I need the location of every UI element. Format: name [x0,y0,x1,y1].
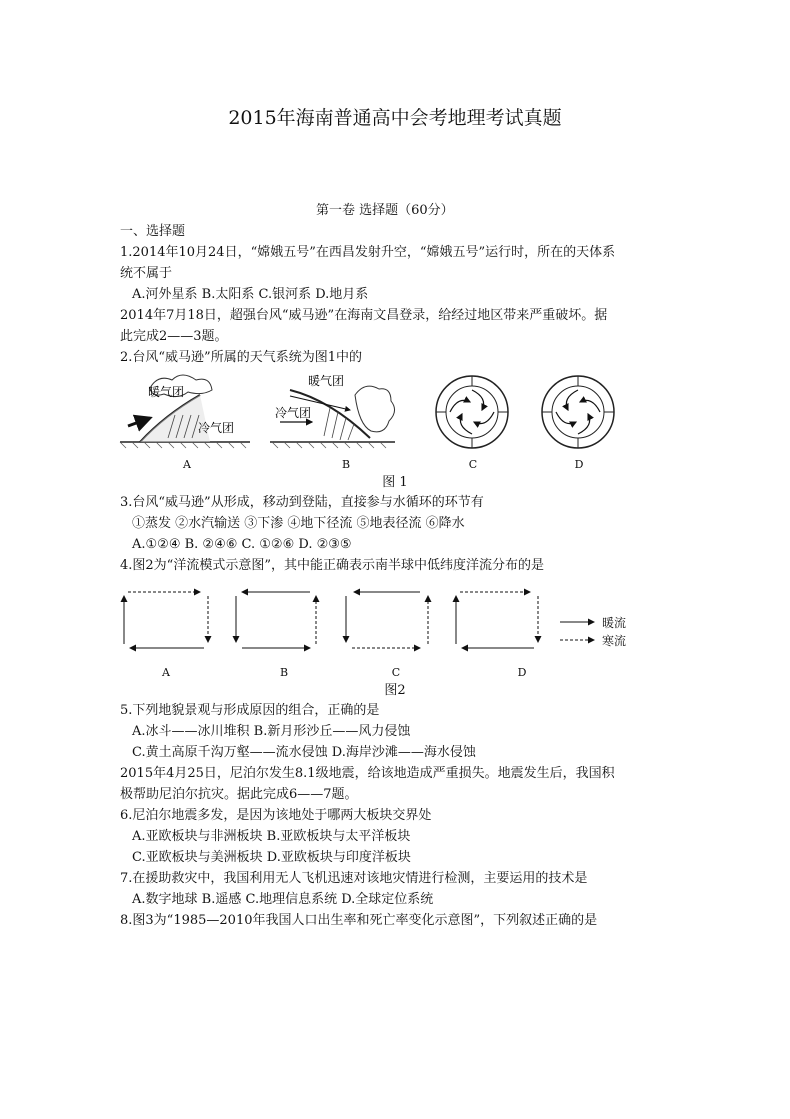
q5-options-row1: A.冰斗——冰川堆积 B.新月形沙丘——风力侵蚀 [132,724,411,739]
q6-stem: 6.尼泊尔地震多发，是因为该地处于哪两大板块交界处 [120,808,432,823]
fig1-panel-b [270,373,395,448]
fig1-b-cold-label: 冷气团 [275,406,312,420]
fig2-letter-a: A [162,666,170,679]
section-title: 第一卷 选择题（60分） [316,203,454,218]
material2-line1: 2015年4月25日，尼泊尔发生8.1级地震，给该地造成严重损失。地震发生后，我国积 [120,766,615,781]
q6-options-row2: C.亚欧板块与美洲板块 D.亚欧板块与印度洋板块 [132,850,411,865]
fig1-letter-b: B [341,458,351,471]
fig2-letter-b: B [279,666,289,679]
fig1-letter-a: A [183,458,191,471]
fig1-a-warm-label: 暖气团 [148,385,185,399]
q7-options: A.数字地球 B.遥感 C.地理信息系统 D.全球定位系统 [132,892,434,907]
q3-stem: 3.台风“威马逊”从形成，移动到登陆，直接参与水循环的环节有 [120,495,484,510]
fig2-legend-warm: 暖流 [602,616,627,630]
q3-items: ①蒸发 ②水汽输送 ③下渗 ④地下径流 ⑤地表径流 ⑥降水 [132,516,465,531]
material1-line2: 此完成2——3题。 [120,329,228,344]
q3-options: A.①②④ B. ②④⑥ C. ①②⑥ D. ②③⑤ [132,537,352,552]
exam-title: 2015年海南普通高中会考地理考试真题 [228,107,562,129]
figure1-diagram [0,370,790,490]
q6-options-row1: A.亚欧板块与非洲板块 B.亚欧板块与太平洋板块 [132,829,411,844]
fig1-letter-d: D [574,458,584,471]
fig1-caption: 图 1 [382,475,408,490]
q1-options: A.河外星系 B.太阳系 C.银河系 D.地月系 [132,287,369,302]
q1-stem-line1: 1.2014年10月24日，“嫦娥五号”在西昌发射升空，“嫦娥五号”运行时，所在的天体系 [120,245,616,260]
q5-options-row2: C.黄土高原千沟万壑——流水侵蚀 D.海岸沙滩——海水侵蚀 [132,745,476,760]
material1-line1: 2014年7月18日，超强台风“威马逊”在海南文昌登录，给经过地区带来严重破坏。据 [120,308,608,323]
fig1-panel-c [436,376,508,448]
fig2-letter-c: C [391,666,401,679]
fig2-panel-d [456,592,538,648]
fig2-panel-c [346,592,428,648]
q7-stem: 7.在援助救灾中，我国利用无人飞机迅速对该地灾情进行检测，主要运用的技术是 [120,871,588,886]
fig2-letter-d: D [517,666,527,679]
part-one-heading: 一、选择题 [120,224,186,239]
fig2-legend [560,622,594,640]
fig1-panel-d [542,376,614,448]
fig1-letter-c: C [468,458,478,471]
q2-stem: 2.台风“威马逊”所属的天气系统为图1中的 [120,350,362,365]
q8-stem: 8.图3为“1985—2010年我国人口出生率和死亡率变化示意图”，下列叙述正确的是 [120,913,598,928]
q1-stem-line2: 统不属于 [120,266,173,281]
fig1-panel-a [120,375,250,448]
figure2-diagram [0,582,790,672]
fig2-caption: 图2 [384,683,406,698]
fig1-a-cold-label: 冷气团 [198,421,235,435]
q5-stem: 5.下列地貌景观与形成原因的组合，正确的是 [120,703,380,718]
fig2-panel-b [236,592,316,648]
fig1-b-warm-label: 暖气团 [308,374,345,388]
fig2-panel-a [124,592,208,648]
q4-stem: 4.图2为“洋流模式示意图”，其中能正确表示南半球中低纬度洋流分布的是 [120,558,544,573]
material2-line2: 极帮助尼泊尔抗灾。据此完成6——7题。 [120,787,358,802]
fig2-legend-cold: 寒流 [602,634,627,648]
